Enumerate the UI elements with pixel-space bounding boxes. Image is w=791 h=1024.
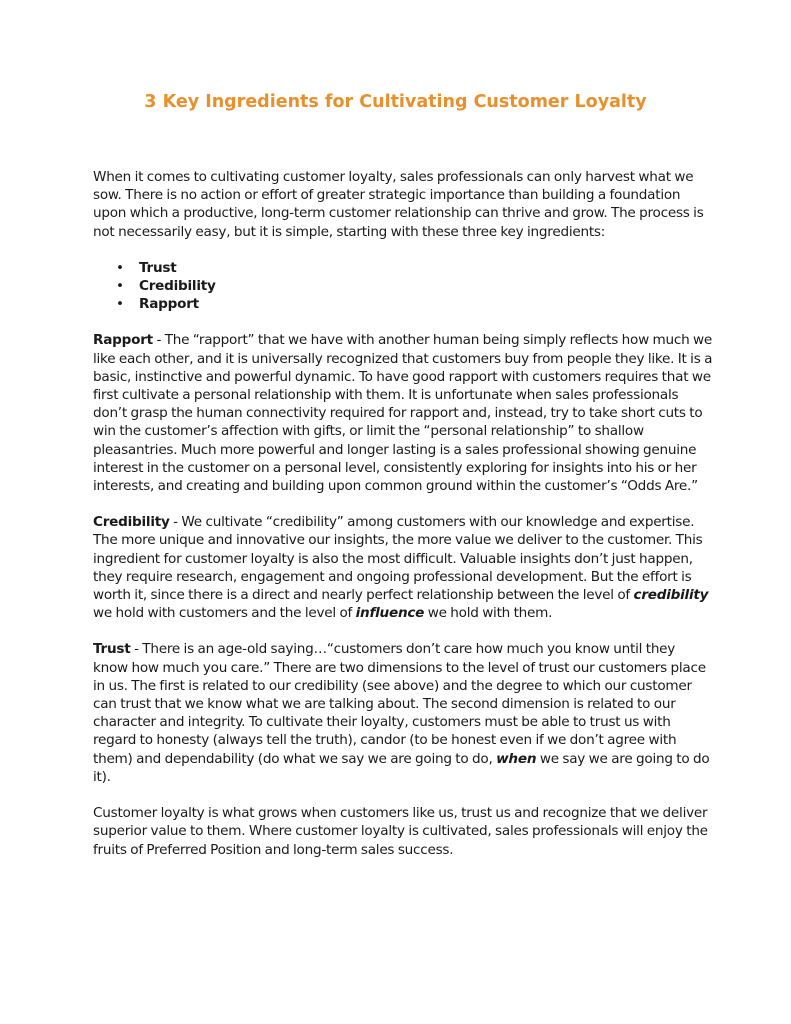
trust-paragraph xyxy=(93,640,713,786)
bullet-icon: • xyxy=(116,259,124,276)
document-body xyxy=(93,168,713,859)
rapport-paragraph xyxy=(93,331,713,495)
list-item xyxy=(93,295,713,313)
list-item xyxy=(93,277,713,295)
ingredient-trust: Trust xyxy=(139,259,177,276)
bullet-icon: • xyxy=(116,296,124,313)
page-title: 3 Key Ingredients for Cultivating Customer Loyalty xyxy=(144,92,647,112)
credibility-text-before: - We cultivate “credibility” among customers with our knowledge and expertise. The more unique and innovative our insights, the more value we deliver to the customer. This ingredient for customer loyalty is also the most difficult. Valuable insights don’t just happen, they require research, engagement and ongoing professional development. But the effort is worth it, since there is a direct and nearly perfect relationship between the level of xyxy=(93,514,703,604)
rapport-text: - The “rapport” that we have with another human being simply reflects how much we like each other, and it is universally recognized that customers buy from people they like. It is a basic, instinctive and powerful dynamic. To have good rapport with customers requires that we first cultivate a personal relationship with them. It is unfortunate when sales professionals don’t grasp the human connectivity required for rapport and, instead, try to take short cuts to win the customer’s affection with gifts, or limit the “personal relationship” to shallow pleasantries. Much more powerful and longer lasting is a sales professional showing genuine interest in the customer on a personal level, consistently exploring for insights into his or her interests, and creating and building upon common ground within the customer’s “Odds Are.” xyxy=(93,332,713,495)
conclusion-paragraph: Customer loyalty is what grows when customers like us, trust us and recognize that we deliver superior value to them. Where customer loyalty is cultivated, sales professionals will enjoy the fruits of Preferred Position and long-term sales success. xyxy=(93,805,708,858)
credibility-term: Credibility xyxy=(93,514,170,531)
list-item xyxy=(93,259,713,277)
credibility-text-middle: we hold with customers and the level of xyxy=(93,605,356,622)
trust-term: Trust xyxy=(93,641,131,658)
ingredient-credibility: Credibility xyxy=(139,278,216,295)
credibility-emphasis: credibility xyxy=(633,587,709,604)
when-emphasis: when xyxy=(496,750,537,767)
influence-emphasis: influence xyxy=(355,605,425,622)
bullet-icon: • xyxy=(116,278,124,295)
trust-text-after: we say we are going to do it). xyxy=(93,750,710,785)
credibility-paragraph xyxy=(93,513,713,622)
credibility-text-after: we hold with them. xyxy=(424,605,553,622)
ingredient-rapport: Rapport xyxy=(139,296,199,313)
trust-text-before: - There is an age-old saying…“customers don’t care how much you know until they know how much you care.” There are two dimensions to the level of trust our customers place in us. The first is related to our credibility (see above) and the degree to which our customer can trust that we know what we are talking about. The second dimension is related to our character and integrity. To cultivate their loyalty, customers must be able to trust us with regard to honesty (always tell the truth), candor (to be honest even if we don’t agree with them) and dependability (do what we say we are going to do, xyxy=(93,641,706,767)
ingredients-list xyxy=(93,259,713,314)
intro-paragraph: When it comes to cultivating customer loyalty, sales professionals can only harvest what we sow. There is no action or effort of greater strategic importance than building a foundation upon which a productive, long-term customer relationship can thrive and grow. The process is not necessarily easy, but it is simple, starting with these three key ingredients: xyxy=(93,169,704,240)
rapport-term: Rapport xyxy=(93,332,153,349)
